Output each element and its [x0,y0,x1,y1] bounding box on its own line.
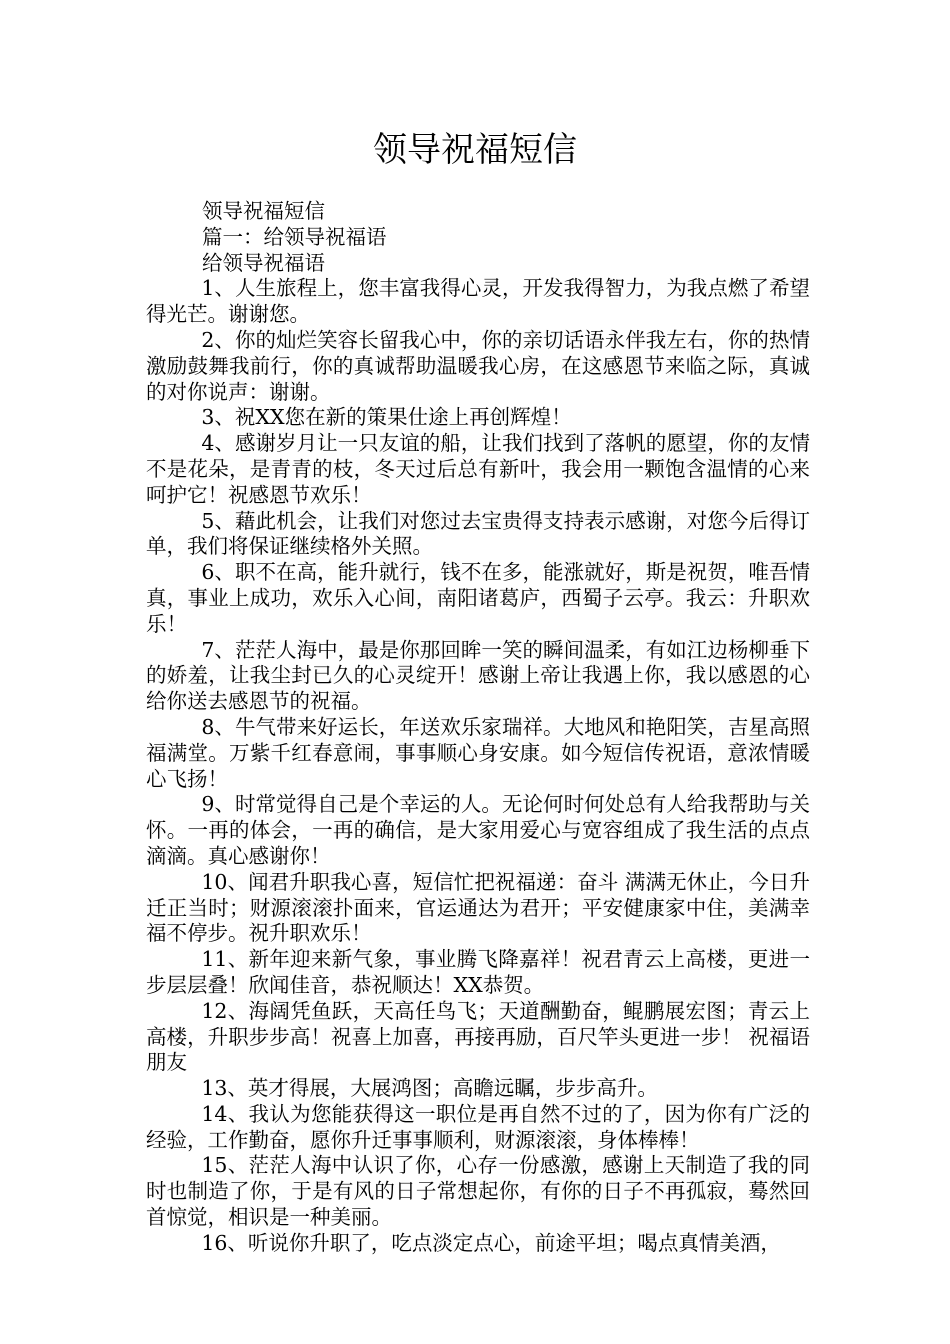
subtitle-line: 领导祝福短信 [202,199,325,223]
section-heading: 篇一：给领导祝福语 [202,224,387,249]
paragraph-8: 8、牛气带来好运长，年送欢乐家瑞祥。大地风和艳阳笑，吉星高照福满堂。万紫千红春意闹，事事顺心身安康。如今短信传祝语，意浓情暖心飞扬！ [146,714,810,791]
paragraph-16: 16、听说你升职了，吃点淡定点心，前途平坦；喝点真情美酒， [201,1230,781,1255]
paragraph-2: 2、你的灿烂笑容长留我心中，你的亲切话语永伴我左右，你的热情激励鼓舞我前行，你的真诚帮助温暖我心房，在这感恩节来临之际，真诚的对你说声：谢谢。 [146,327,810,404]
paragraph-11: 11、新年迎来新气象，事业腾飞降嘉祥！祝君青云上高楼，更进一步层层叠！欣闻佳音，恭祝顺达！XX恭贺。 [146,947,810,997]
paragraph-1: 1、人生旅程上，您丰富我得心灵，开发我得智力，为我点燃了希望得光芒。谢谢您。 [146,276,810,327]
paragraph-15: 15、茫茫人海中认识了你，心存一份感激，感谢上天制造了我的同时也制造了你，于是有风的日子常想起你，有你的日子不再孤寂，蓦然回首惊觉，相识是一种美丽。 [146,1153,810,1230]
document-body [146,199,810,1257]
paragraph-7: 7、茫茫人海中，最是你那回眸一笑的瞬间温柔，有如江边杨柳垂下的娇羞，让我尘封已久的心灵绽开！感谢上帝让我遇上你，我以感恩的心给你送去感恩节的祝福。 [146,637,810,714]
document-title: 领导祝福短信 [373,130,577,170]
paragraph-4: 4、感谢岁月让一只友谊的船，让我们找到了落帆的愿望，你的友情不是花朵，是青青的枝，冬天过后总有新叶，我会用一颗饱含温情的心来呵护它！祝感恩节欢乐！ [146,431,810,507]
section-subheading: 给领导祝福语 [202,250,325,275]
paragraph-3: 3、祝XX您在新的策果仕途上再创辉煌！ [201,405,572,430]
paragraph-6: 6、职不在高，能升就行，钱不在多，能涨就好，斯是祝贺，唯吾情真，事业上成功，欢乐入心间，南阳诸葛庐，西蜀子云亭。我云：升职欢乐！ [146,560,810,636]
paragraph-5: 5、藉此机会，让我们对您过去宝贵得支持表示感谢，对您今后得订单，我们将保证继续格外关照。 [146,508,810,559]
paragraph-9: 9、时常觉得自己是个幸运的人。无论何时何处总有人给我帮助与关怀。一再的体会，一再的确信，是大家用爱心与宽容组成了我生活的点点滴滴。真心感谢你！ [146,792,810,868]
paragraph-13: 13、英才得展，大展鸿图；高瞻远瞩，步步高升。 [201,1076,658,1101]
paragraph-14: 14、我认为您能获得这一职位是再自然不过的了，因为你有广泛的经验，工作勤奋，愿你升迁事事顺利，财源滚滚，身体棒棒！ [146,1101,810,1152]
paragraph-10: 10、闻君升职我心喜，短信忙把祝福递：奋斗 满满无休止，今日升迁正当时；财源滚滚扑面来，官运通达为君开；平安健康家中住，美满幸福不停步。祝升职欢乐！ [146,869,810,946]
paragraph-12: 12、海阔凭鱼跃，天高任鸟飞；天道酬勤奋，鲲鹏展宏图；青云上高楼，升职步步高！祝喜上加喜，再接再励，百尺竿头更进一步！ 祝福语 朋友 [146,998,810,1075]
